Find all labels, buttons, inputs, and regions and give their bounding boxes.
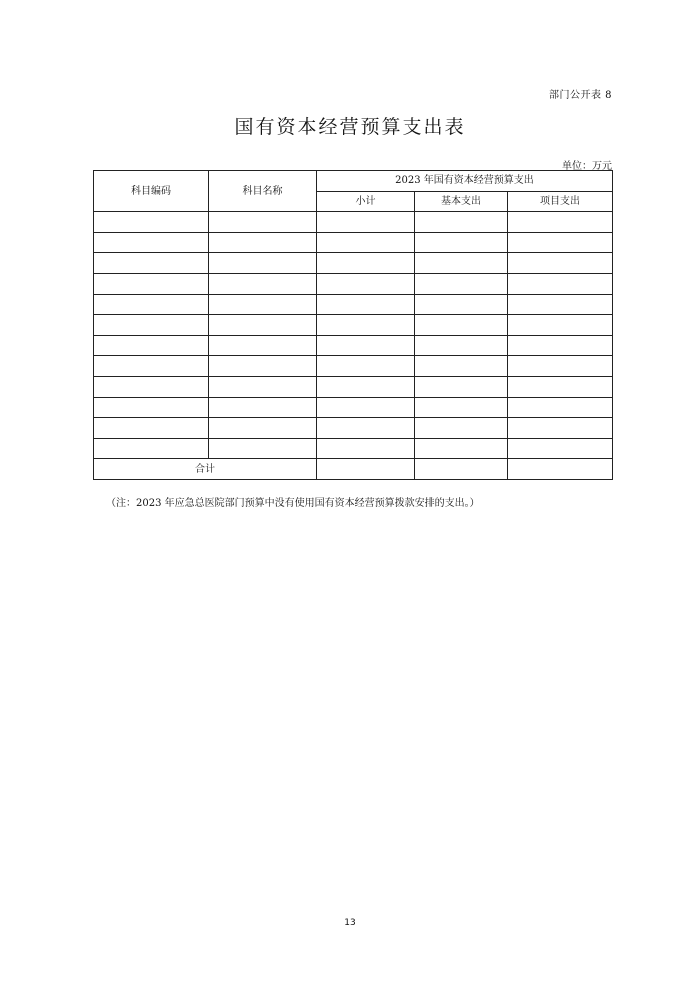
table-cell	[317, 459, 415, 480]
table-cell	[508, 418, 613, 439]
table-row	[94, 438, 613, 459]
table-cell	[415, 212, 508, 233]
table-cell	[415, 459, 508, 480]
table-row	[94, 418, 613, 439]
table-row	[94, 212, 613, 233]
table-row	[94, 273, 613, 294]
table-cell	[415, 294, 508, 315]
table-cell	[94, 273, 209, 294]
table-cell	[317, 212, 415, 233]
table-cell	[94, 335, 209, 356]
table-cell	[209, 335, 317, 356]
table-cell	[94, 315, 209, 336]
unit-label: 单位：万元	[562, 161, 612, 172]
table-cell	[317, 232, 415, 253]
table-cell	[94, 397, 209, 418]
table-row	[94, 315, 613, 336]
table-cell	[209, 438, 317, 459]
table-cell	[317, 253, 415, 274]
table-cell	[209, 253, 317, 274]
table-cell	[209, 418, 317, 439]
table-cell	[94, 356, 209, 377]
table-cell	[317, 294, 415, 315]
header-expenditure-group: 2023 年国有资本经营预算支出	[317, 171, 613, 192]
table-cell	[317, 397, 415, 418]
table-row	[94, 253, 613, 274]
table-cell	[508, 335, 613, 356]
total-row	[94, 459, 613, 480]
page-title: 国有资本经营预算支出表	[234, 116, 466, 138]
table-cell	[415, 315, 508, 336]
table-cell	[508, 397, 613, 418]
table-cell	[209, 397, 317, 418]
table-cell	[94, 212, 209, 233]
table-cell	[415, 232, 508, 253]
table-cell	[209, 356, 317, 377]
header-subject-name: 科目名称	[209, 171, 317, 212]
total-label: 合计	[94, 459, 317, 480]
table-cell	[508, 459, 613, 480]
table-cell	[317, 315, 415, 336]
table-row	[94, 356, 613, 377]
table-cell	[317, 438, 415, 459]
header-subtotal: 小计	[317, 191, 415, 212]
table-cell	[415, 397, 508, 418]
header-basic-expenditure: 基本支出	[415, 191, 508, 212]
table-cell	[508, 376, 613, 397]
table-cell	[209, 294, 317, 315]
header-subject-code: 科目编码	[94, 171, 209, 212]
table-row	[94, 335, 613, 356]
table-cell	[209, 212, 317, 233]
table-cell	[415, 335, 508, 356]
table-body	[94, 212, 613, 480]
page-number: 13	[344, 918, 356, 928]
table-cell	[94, 438, 209, 459]
table-cell	[209, 315, 317, 336]
table-cell	[415, 273, 508, 294]
table-cell	[94, 376, 209, 397]
table-cell	[508, 253, 613, 274]
table-cell	[508, 232, 613, 253]
table-cell	[415, 438, 508, 459]
table-cell	[209, 376, 317, 397]
table-cell	[94, 294, 209, 315]
table-row	[94, 294, 613, 315]
table-cell	[94, 418, 209, 439]
table-cell	[209, 273, 317, 294]
table-cell	[94, 253, 209, 274]
page-label: 部门公开表 8	[548, 90, 612, 101]
table-cell	[209, 232, 317, 253]
table-cell	[317, 356, 415, 377]
table-cell	[508, 356, 613, 377]
table-cell	[508, 294, 613, 315]
table-cell	[317, 376, 415, 397]
table-cell	[415, 253, 508, 274]
table-cell	[508, 315, 613, 336]
header-project-expenditure: 项目支出	[508, 191, 613, 212]
table-cell	[415, 418, 508, 439]
table-cell	[415, 356, 508, 377]
table-cell	[415, 376, 508, 397]
budget-table	[93, 170, 613, 480]
table-cell	[317, 418, 415, 439]
table-cell	[508, 438, 613, 459]
table-cell	[508, 273, 613, 294]
table-cell	[317, 335, 415, 356]
table-cell	[94, 232, 209, 253]
table-row	[94, 397, 613, 418]
table-row	[94, 232, 613, 253]
table-cell	[317, 273, 415, 294]
table-row	[94, 376, 613, 397]
table-cell	[508, 212, 613, 233]
footnote: （注：2023 年应急总医院部门预算中没有使用国有资本经营预算拨款安排的支出。）	[106, 498, 480, 509]
